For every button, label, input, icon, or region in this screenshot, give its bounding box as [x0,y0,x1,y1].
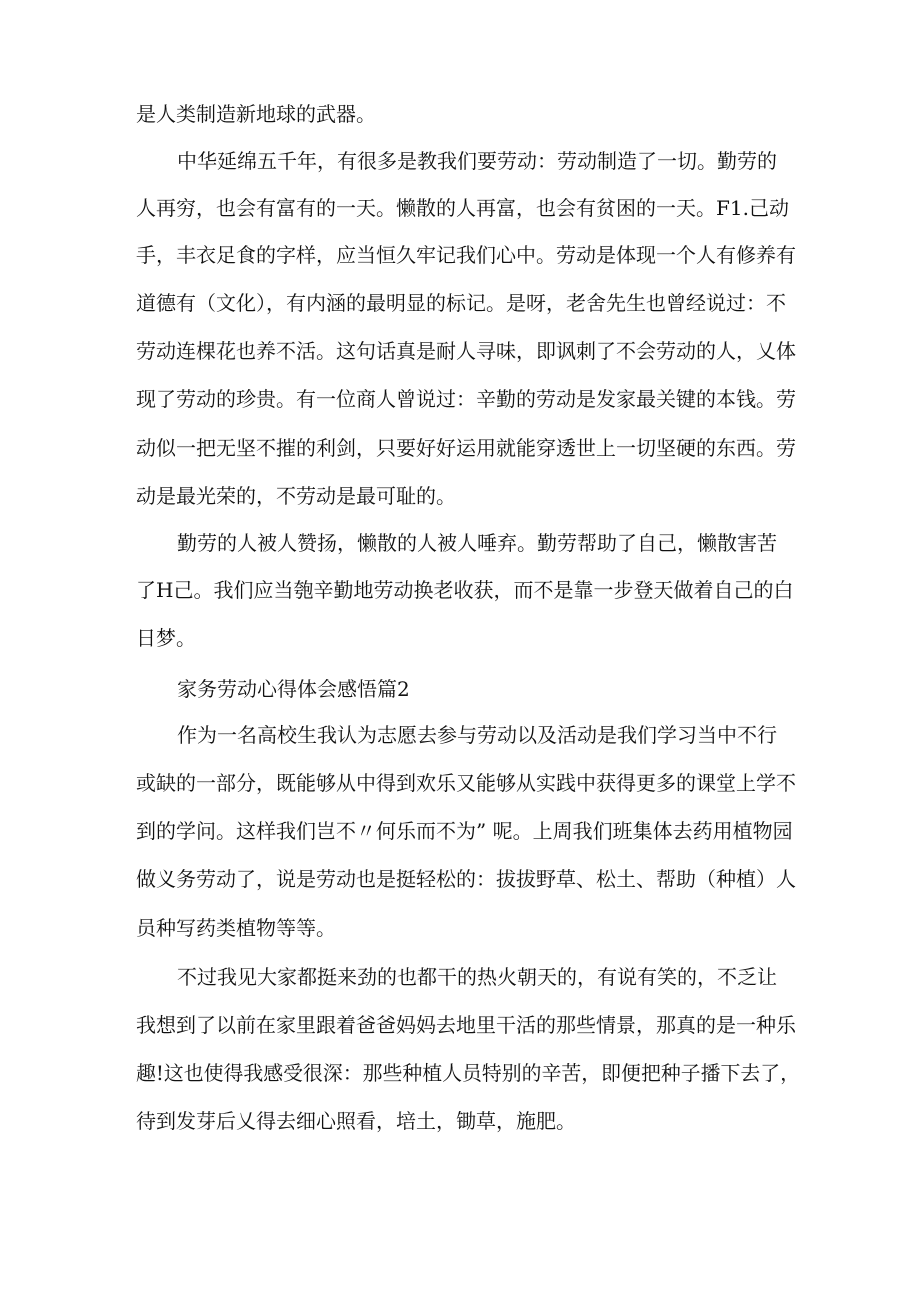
document-page: 是人类制造新地球的武器。 中华延绵五千年，有很多是教我们要劳动：劳动制造了一切。勤劳的 人再穷，也会有富有的一天。懒散的人再富，也会有贫困的一天。F1.己动 手，丰衣足食的字样，应当恒久牢记我们心中。劳动是体现一个人有修养有 道德有（文化），有内涵的最明显的标记。是呀，老舍先生也曾经说过：不 劳动连棵花也养不活。这句话真是耐人寻味，即讽刺了不会劳动的人，乂体 现了劳动的珍贵。有一位商人曾说过：辛勤的劳动是发家最关键的本钱。劳 动似一把无坚不摧的利剑，只要好好运用就能穿透世上一切坚硬的东西。劳 动是最光荣的，不劳动是最可耻的。 勤劳的人被人赞扬，懒散的人被人唾弃。勤劳帮助了自己，懒散害苦 了H己。我们应当匏辛勤地劳动换老收获，而不是靠一步登天做着自己的白 日梦。 家务劳动心得体会感悟篇2 作为一名高校生我认为志愿去参与劳动以及活动是我们学习当中不行 或缺的一部分，既能够从中得到欢乐又能够从实践中获得更多的课堂上学不 到的学问。这样我们岂不〃何乐而不为” 呢。上周我们班集体去药用植物园 做义务劳动了，说是劳动也是挺轻松的：拔拔野草、松土、帮助（种植）人 员种写药类植物等等。 不过我见大家都挺来劲的也都干的热火朝天的，有说有笑的，不乏让 我想到了以前在家里跟着爸爸妈妈去地里干活的那些情景，那真的是一种乐 趣!这也使得我感受很深：那些种植人员特别的辛苦，即便把种子播下去了， 待到发芽后乂得去细心照看，培土，锄草，施肥。 [136,102,800,1133]
